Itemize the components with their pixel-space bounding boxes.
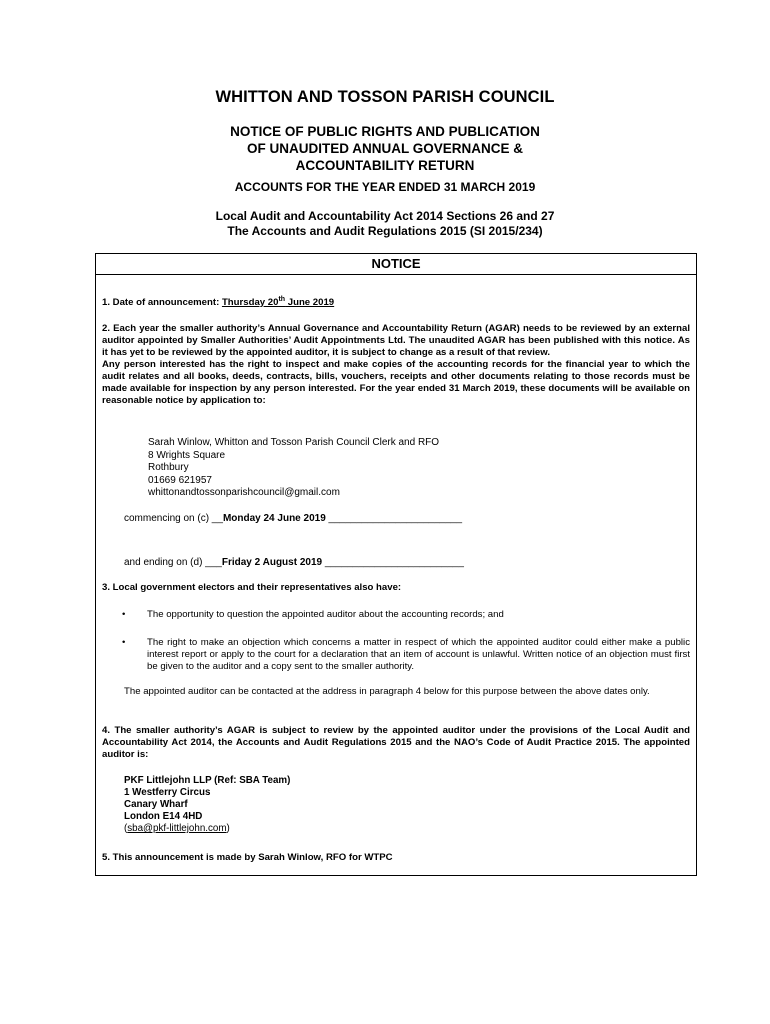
announcement-date-label: 1. Date of announcement: [102, 297, 222, 308]
clerk-contact [148, 437, 439, 500]
commencing-label: commencing on (c) __ [124, 513, 223, 524]
commencing-blank: ________________________ [325, 513, 463, 524]
auditor-email-link[interactable]: sba@pkf-littlejohn.com [127, 823, 227, 834]
date-day: Thursday 20 [221, 297, 279, 308]
ending-date-line [124, 557, 464, 570]
clerk-email: whittonandtossonparishcouncil@gmail.com [148, 487, 340, 498]
clerk-address-line: 8 Wrights Square [148, 449, 226, 461]
item-3-heading: 3. Local government electors and their representatives also have: [102, 582, 402, 593]
clerk-town: Rothbury [148, 462, 189, 473]
legislation-line: Local Audit and Accountability Act 2014 Sections 26 and 27 [215, 209, 555, 223]
auditor-address [124, 775, 290, 835]
clerk-name: Sarah Winlow, Whitton and Tosson Parish Council Clerk and RFO [148, 437, 440, 448]
auditor-contact-note: The appointed auditor can be contacted at the address in paragraph 4 below for this purpose between the above dates only. [124, 686, 650, 697]
notice-subtitle [0, 123, 770, 174]
auditor-postcode: London E14 4HD [124, 811, 203, 822]
ending-date: Friday 2 August 2019 [221, 557, 323, 568]
auditor-area: Canary Wharf [124, 799, 188, 810]
notice-box [95, 253, 697, 876]
notice-header: NOTICE [96, 254, 696, 275]
paren-close: ) [226, 823, 230, 834]
item-4-paragraph: 4. The smaller authority’s AGAR is subject to review by the appointed auditor under the provisions of the Local Audit and Accountability Act 2014, the Accounts and Audit Regulations 2015 and the NAO’s Code of Audit Practice 2015. The appointed auditor is: [102, 725, 690, 760]
subtitle-line: NOTICE OF PUBLIC RIGHTS AND PUBLICATION [230, 124, 540, 139]
accounts-year-line: ACCOUNTS FOR THE YEAR ENDED 31 MARCH 2019 [234, 180, 536, 194]
council-title: WHITTON AND TOSSON PARISH COUNCIL [215, 88, 555, 106]
date-suffix: th [278, 295, 286, 303]
commencing-date-line [124, 513, 462, 526]
ending-blank: _________________________ [322, 557, 464, 568]
bullet-item [122, 609, 690, 621]
auditor-email-line [124, 823, 290, 835]
item-5-announcement: 5. This announcement is made by Sarah Winlow, RFO for WTPC [102, 852, 393, 863]
inspection-rights-text: Any person interested has the right to inspect and make copies of the accounting records for the financial year to which the audit relates and all books, deeds, contracts, bills, vouchers, receipts and other documents relating to those records must be made available for inspection by any person interested. For the year ended 31 March 2019, these documents will be available on reasonable notice by application to: [102, 359, 690, 406]
clerk-phone: 01669 621957 [148, 474, 212, 486]
announcement-date [102, 297, 690, 309]
bullet-dot: • [122, 637, 126, 648]
paren-open: ( [124, 823, 128, 834]
bullet-item [122, 637, 690, 673]
legislation-lines [0, 209, 770, 239]
commencing-date: Monday 24 June 2019 [222, 513, 326, 524]
bullet-dot: • [122, 609, 126, 620]
ending-label: and ending on (d) ___ [124, 557, 222, 568]
item-2-paragraph [102, 323, 690, 407]
date-month-year: June 2019 [285, 297, 335, 308]
announcement-date-value [222, 297, 334, 308]
bullet-text: The right to make an objection which concerns a matter in respect of which the appointed auditor could either make a public interest report or apply to the court for a declaration that an item of account is unlawful. Written notice of an objection must first be given to the auditor and a copy sent to the smaller authority. [147, 637, 690, 672]
agar-review-text: 2. Each year the smaller authority’s Annual Governance and Accountability Return (AGAR) needs to be reviewed by an external auditor appointed by Smaller Authorities’ Audit Appointments Ltd. The unaudited AGAR has been published with this notice. As it has yet to be reviewed by the appointed auditor, it is subject to change as a result of that review. [102, 323, 690, 358]
legislation-line: The Accounts and Audit Regulations 2015 (SI 2015/234) [227, 224, 543, 238]
auditor-street: 1 Westferry Circus [124, 787, 211, 798]
auditor-firm: PKF Littlejohn LLP (Ref: SBA Team) [124, 775, 291, 786]
bullet-text: The opportunity to question the appointed auditor about the accounting records; and [147, 609, 504, 620]
subtitle-line: ACCOUNTABILITY RETURN [295, 158, 475, 173]
subtitle-line: OF UNAUDITED ANNUAL GOVERNANCE & [246, 141, 523, 156]
